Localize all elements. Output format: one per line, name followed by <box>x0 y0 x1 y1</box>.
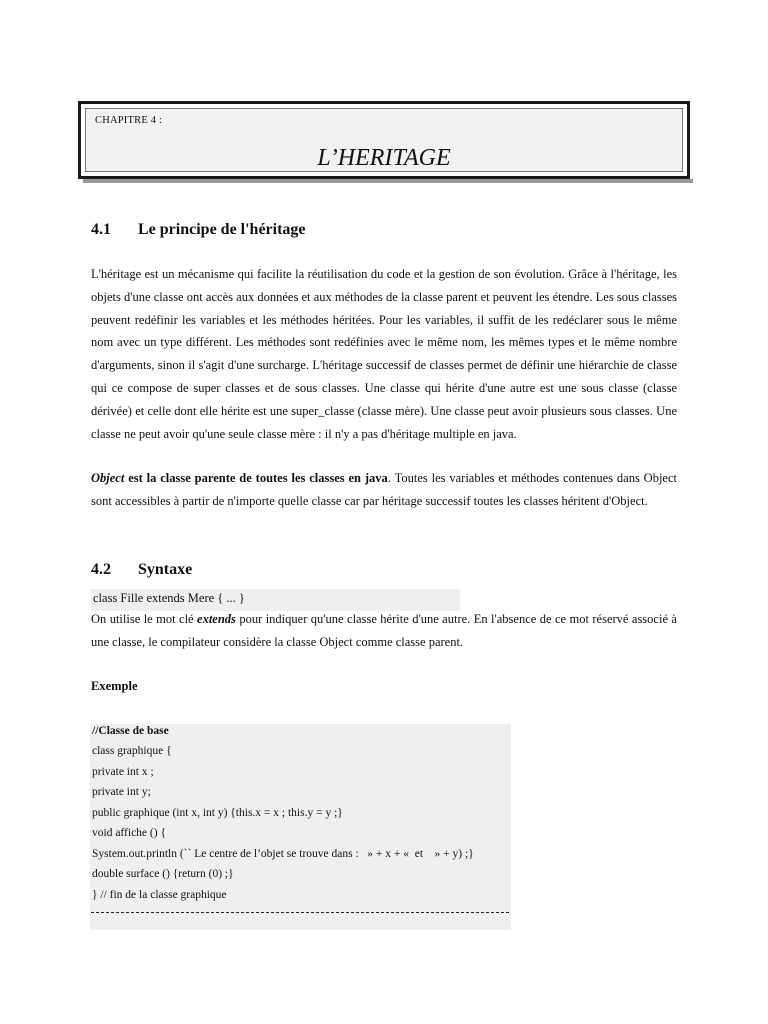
chapter-header-inner <box>85 108 683 172</box>
code-line: private int y; <box>92 786 151 798</box>
section-heading-4-2 <box>91 561 192 579</box>
chapter-title: L’HERITAGE <box>317 145 451 171</box>
chapter-header-box <box>78 101 690 179</box>
object-explanation: . Toutes les variables et méthodes contenues dans Object sont accessibles à partir de n'importe quelle classe car par héritage successif toutes les classes héritent d'Object. <box>91 471 677 508</box>
code-line: private int x ; <box>92 766 154 778</box>
paragraph-heritage-principle: L'héritage est un mécanisme qui facilite la réutilisation du code et la gestion de son évolution. Grâce à l'héritage, les objets d'une classe ont accès aux données et aux méthodes de la classe parent et peuvent les étendre. Les sous classes peuvent redéfinir les variables et les méthodes héritées. Pour les variables, il suffit de les redéclarer sous le même nom avec un type différent. Les méthodes sont redéfinies avec le même nom, les mêmes types et le même nombre d'arguments, sinon il s'agit d'une surcharge. L'héritage successif de classes permet de définir une hiérarchie de classe qui ce compose de super classes et de sous classes. Une classe qui hérite d'une autre est une sous classe (classe dérivée) et celle dont elle hérite est une super_classe (classe mère). Une classe peut avoir plusieurs sous classes. Une classe ne peut avoir qu'une seule classe mère : il n'y a pas d'héritage multiple en java. <box>91 267 677 441</box>
code-example-block <box>90 724 511 930</box>
section-number: 4.1 <box>91 221 111 238</box>
syntax-code-line: class Fille extends Mere { ... } <box>91 589 460 611</box>
code-line: } // fin de la classe graphique <box>92 889 227 901</box>
code-separator <box>91 912 509 913</box>
paragraph-object-class <box>91 467 677 513</box>
section-number: 4.2 <box>91 561 111 578</box>
code-line: class graphique { <box>92 745 172 757</box>
example-label: Exemple <box>91 679 138 693</box>
object-keyword: Object <box>91 471 125 485</box>
extends-text-before: On utilise le mot clé <box>91 612 198 626</box>
code-comment-line: //Classe de base <box>92 725 169 737</box>
paragraph-extends <box>91 608 677 654</box>
code-line: double surface () {return (0) ;} <box>92 868 234 880</box>
extends-keyword: extends <box>197 612 236 626</box>
chapter-label: CHAPITRE 4 : <box>95 115 163 126</box>
section-heading-4-1 <box>91 221 306 239</box>
code-line: void affiche () { <box>92 827 166 839</box>
code-line: System.out.println (`` Le centre de l’objet se trouve dans : » + x + « et » + y) ;} <box>92 848 474 860</box>
extends-text-after: pour indiquer qu'une classe hérite d'une autre. En l'absence de ce mot réservé associé à une classe, le compilateur considère la classe Object comme classe parent. <box>91 612 677 649</box>
section-title: Le principe de l'héritage <box>138 221 306 238</box>
section-title: Syntaxe <box>138 561 193 578</box>
object-statement: est la classe parente de toutes les classes en java <box>124 471 388 485</box>
code-line: public graphique (int x, int y) {this.x = x ; this.y = y ;} <box>92 807 343 819</box>
